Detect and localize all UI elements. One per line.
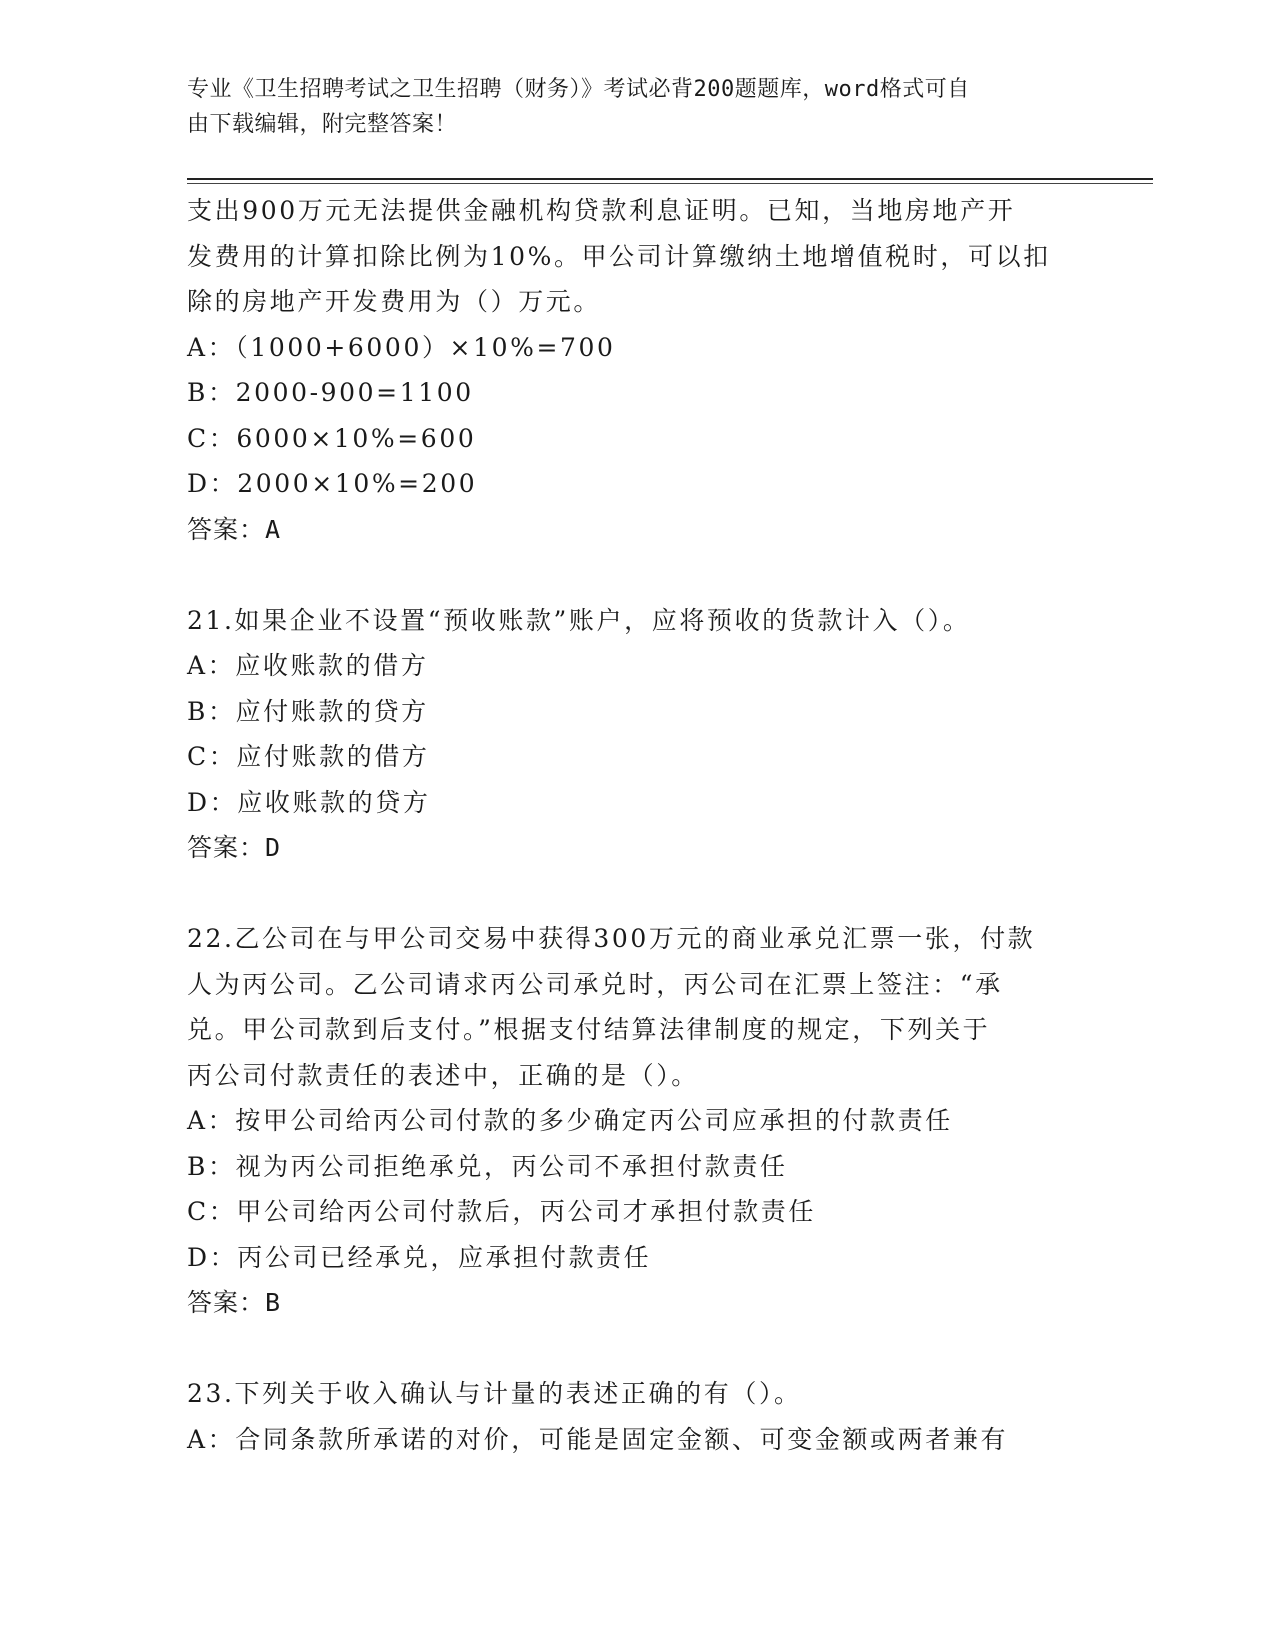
header-divider-thin xyxy=(187,183,1153,184)
question-stem-line: 发费用的计算扣除比例为10%。甲公司计算缴纳土地增值税时，可以扣 xyxy=(187,241,1051,271)
spacer xyxy=(187,552,1087,598)
document-body xyxy=(187,188,1087,1462)
question-stem-line: 人为丙公司。乙公司请求丙公司承兑时，丙公司在汇票上签注：“承 xyxy=(187,969,1003,999)
answer-label: 答案：D xyxy=(187,833,282,862)
option-b: B：2000-900=1100 xyxy=(187,378,474,407)
option-a: A：应收账款的借方 xyxy=(187,651,429,680)
question-stem-line: 22.乙公司在与甲公司交易中获得300万元的商业承兑汇票一张，付款 xyxy=(187,924,1036,953)
option-c: C：甲公司给丙公司付款后，丙公司才承担付款责任 xyxy=(187,1197,816,1226)
option-a: A：按甲公司给丙公司付款的多少确定丙公司应承担的付款责任 xyxy=(187,1106,953,1135)
option-b: B：视为丙公司拒绝承兑，丙公司不承担付款责任 xyxy=(187,1151,788,1181)
option-b: B：应付账款的贷方 xyxy=(187,696,429,726)
option-d: D：丙公司已经承兑，应承担付款责任 xyxy=(187,1242,652,1272)
answer-label: 答案：A xyxy=(187,514,282,544)
question-22 xyxy=(187,916,1087,1326)
header-line-2: 由下载编辑，附完整答案！ xyxy=(187,112,458,137)
question-stem-line: 21.如果企业不设置“预收账款”账户，应将预收的货款计入（）。 xyxy=(187,605,971,635)
question-stem-line: 兑。甲公司款到后支付。”根据支付结算法律制度的规定，下列关于 xyxy=(187,1015,991,1044)
option-d: D：应收账款的贷方 xyxy=(187,787,431,817)
question-21 xyxy=(187,598,1087,871)
question-stem-line: 支出900万元无法提供金融机构贷款利息证明。已知，当地房地产开 xyxy=(187,196,1016,225)
question-stem-line: 23.下列关于收入确认与计量的表述正确的有（）。 xyxy=(187,1379,802,1408)
option-a: A：合同条款所承诺的对价，可能是固定金额、可变金额或两者兼有 xyxy=(187,1424,1009,1454)
answer-label: 答案：B xyxy=(187,1288,282,1317)
spacer xyxy=(187,1326,1087,1372)
option-d: D：2000×10%=200 xyxy=(187,469,478,498)
header-line-1: 专业《卫生招聘考试之卫生招聘（财务）》考试必背200题题库，word格式可自 xyxy=(187,77,970,102)
option-c: C：应付账款的借方 xyxy=(187,742,430,771)
header-divider xyxy=(187,178,1153,180)
question-stem-line: 除的房地产开发费用为（）万元。 xyxy=(187,287,602,316)
question-stem-line: 丙公司付款责任的表述中，正确的是（）。 xyxy=(187,1060,699,1090)
page-header xyxy=(187,72,1067,142)
question-23 xyxy=(187,1371,1087,1462)
spacer xyxy=(187,871,1087,917)
question-20 xyxy=(187,188,1087,552)
option-a: A：（1000+6000）×10%=700 xyxy=(187,332,616,362)
option-c: C：6000×10%=600 xyxy=(187,423,477,453)
